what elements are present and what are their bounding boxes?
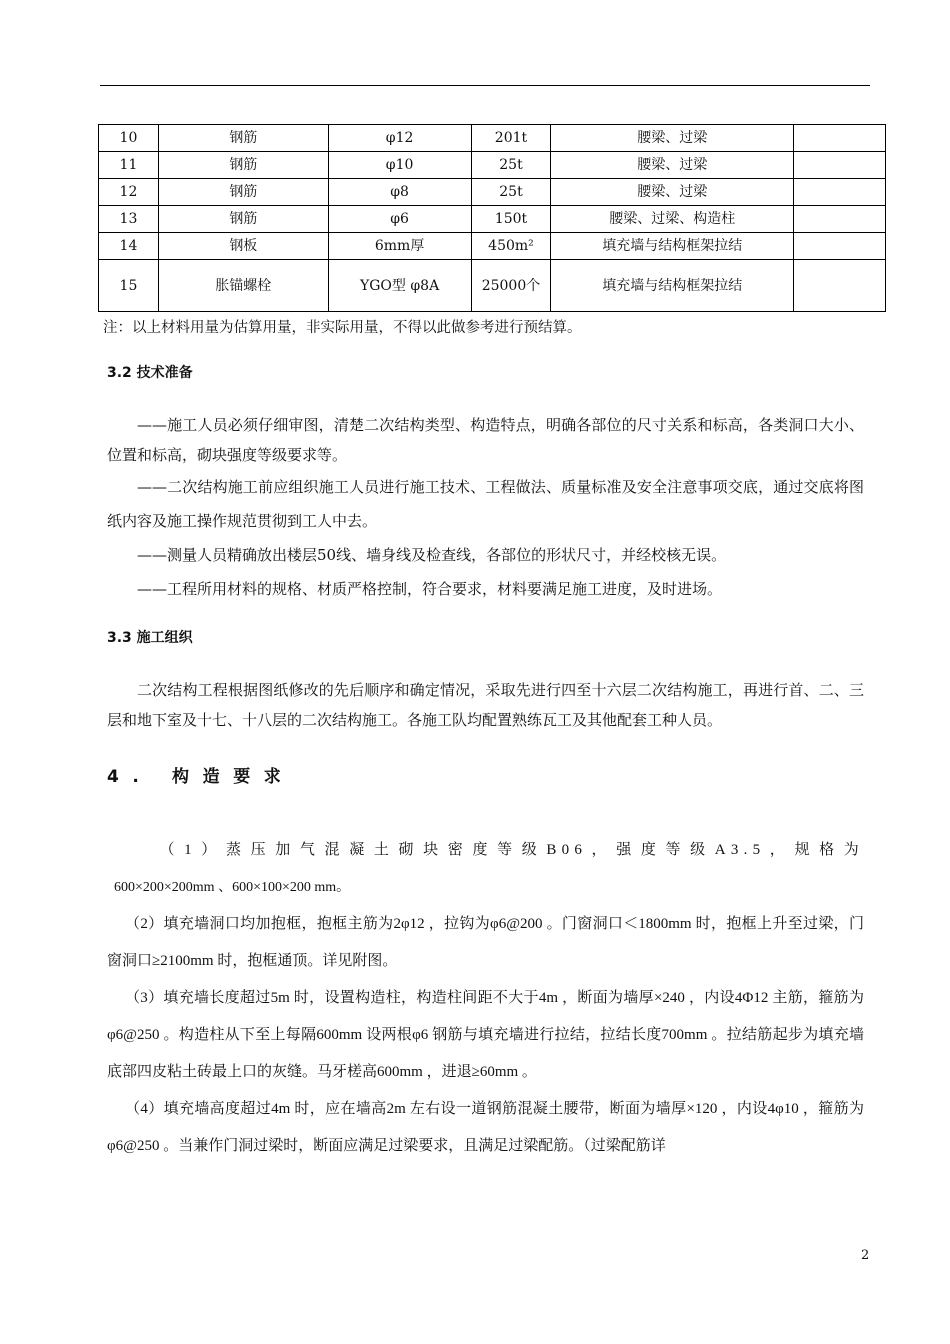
- row-name: 钢筋: [158, 152, 328, 179]
- row-name: 钢筋: [158, 125, 328, 152]
- row-remark: [794, 152, 886, 179]
- row-use: 腰梁、过梁、构造柱: [551, 206, 794, 233]
- row-spec: φ10: [328, 152, 471, 179]
- row-qty: 25t: [471, 152, 551, 179]
- row-spec: φ6: [328, 206, 471, 233]
- paragraph: ——测量人员精确放出楼层50线、墙身线及检查线，各部位的形状尺寸，并经校核无误。: [137, 546, 727, 564]
- row-spec: φ8: [328, 179, 471, 206]
- row-no: 14: [99, 233, 159, 260]
- section-3-2-body: [107, 410, 864, 604]
- row-qty: 25000个: [471, 260, 551, 312]
- row-spec: φ12: [328, 125, 471, 152]
- paragraph: （3）填充墙长度超过5m 时，设置构造柱，构造柱间距不大于4m ，断面为墙厚×240 ，内设4Φ12 主筋，箍筋为φ6@250 。构造柱从下至上每隔600mm 设两根φ6 钢筋与填充墙进行拉结，拉结长度700mm 。拉结筋起步为填充墙底部四皮粘土砖最上口的灰缝。马牙槎高600mm ，进退≥60mm 。: [107, 990, 864, 1080]
- row-no: 15: [99, 260, 159, 312]
- paragraph: ——工程所用材料的规格、材质严格控制，符合要求，材料要满足施工进度，及时进场。: [137, 580, 723, 598]
- section-3-3-body: [107, 675, 864, 735]
- row-use: 腰梁、过梁: [551, 179, 794, 206]
- row-qty: 450m²: [471, 233, 551, 260]
- row-name: 钢筋: [158, 206, 328, 233]
- row-use: 填充墙与结构框架拉结: [551, 233, 794, 260]
- row-qty: 150t: [471, 206, 551, 233]
- row-remark: [794, 206, 886, 233]
- paragraph: 二次结构工程根据图纸修改的先后顺序和确定情况，采取先进行四至十六层二次结构施工，再进行首、二、三层和地下室及十七、十八层的二次结构施工。各施工队均配置熟练瓦工及其他配套工种人员。: [107, 681, 864, 729]
- page-number: 2: [861, 1248, 870, 1263]
- materials-table: [98, 124, 886, 312]
- row-remark: [794, 125, 886, 152]
- table-row: [99, 179, 886, 206]
- section-3-3-title: 3.3 施工组织: [107, 630, 193, 646]
- row-no: 13: [99, 206, 159, 233]
- table-row: [99, 206, 886, 233]
- table-row: [99, 152, 886, 179]
- row-qty: 201t: [471, 125, 551, 152]
- section-4-body: [107, 832, 864, 1165]
- row-name: 胀锚螺栓: [158, 260, 328, 312]
- paragraph: （4）填充墙高度超过4m 时，应在墙高2m 左右设一道钢筋混凝土腰带，断面为墙厚×120 ，内设4φ10 ，箍筋为φ6@250 。当兼作门洞过梁时，断面应满足过梁要求，且满足过梁配筋。（过梁配筋详: [107, 1101, 864, 1154]
- row-qty: 25t: [471, 179, 551, 206]
- paragraph: 600×200×200mm 、600×100×200 mm。: [114, 880, 351, 895]
- row-remark: [794, 233, 886, 260]
- table-row: [99, 233, 886, 260]
- row-use: 腰梁、过梁: [551, 125, 794, 152]
- row-name: 钢筋: [158, 179, 328, 206]
- table-row: [99, 260, 886, 312]
- paragraph: ——施工人员必须仔细审图，清楚二次结构类型、构造特点，明确各部位的尺寸关系和标高，各类洞口大小、位置和标高，砌块强度等级要求等。: [107, 416, 864, 464]
- row-spec: 6mm厚: [328, 233, 471, 260]
- header-rule: [100, 85, 870, 86]
- section-4-title: 4. 构造要求: [107, 767, 295, 787]
- row-no: 12: [99, 179, 159, 206]
- row-use: 填充墙与结构框架拉结: [551, 260, 794, 312]
- row-no: 10: [99, 125, 159, 152]
- paragraph: （1）蒸压加气混凝土砌块密度等级B06，强度等级A3.5，规格为: [159, 842, 864, 858]
- row-name: 钢板: [158, 233, 328, 260]
- row-no: 11: [99, 152, 159, 179]
- table-note: 注：以上材料用量为估算用量，非实际用量，不得以此做参考进行预结算。: [103, 320, 582, 336]
- paragraph: ——二次结构施工前应组织施工人员进行施工技术、工程做法、质量标准及安全注意事项交底，通过交底将图纸内容及施工操作规范贯彻到工人中去。: [107, 478, 864, 530]
- section-3-2-title: 3.2 技术准备: [107, 365, 193, 381]
- row-spec: YGO型 φ8A: [328, 260, 471, 312]
- paragraph: （2）填充墙洞口均加抱框，抱框主筋为2φ12 ，拉钩为φ6@200 。门窗洞口＜1800mm 时，抱框上升至过梁，门窗洞口≥2100mm 时，抱框通顶。详见附图。: [107, 916, 864, 969]
- row-remark: [794, 179, 886, 206]
- row-use: 腰梁、过梁: [551, 152, 794, 179]
- row-remark: [794, 260, 886, 312]
- table-row: [99, 125, 886, 152]
